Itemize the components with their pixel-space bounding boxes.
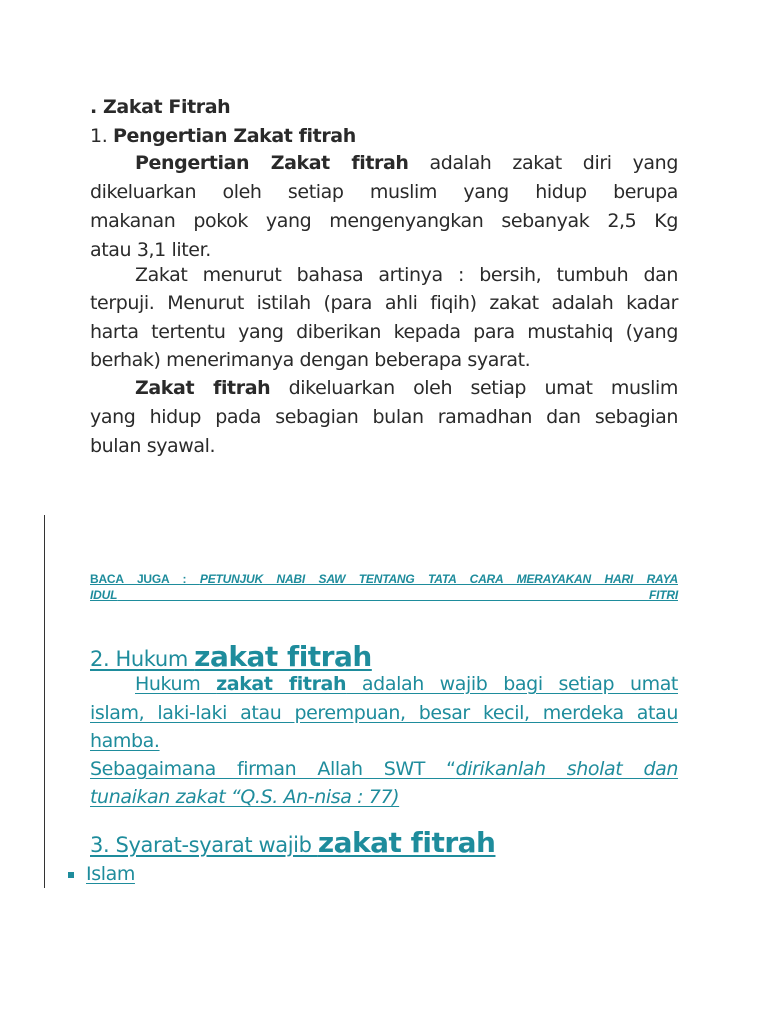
paragraph-line: atau 3,1 liter. (90, 239, 211, 261)
paragraph-line[interactable]: islam, laki-laki atau perempuan, besar kecil, merdeka atau (90, 702, 678, 724)
paragraph-line: Pengertian Zakat fitrah adalah zakat diri yang (135, 152, 678, 174)
list-item[interactable]: Islam (68, 862, 656, 886)
paragraph-line: harta tertentu yang diberikan kepada para mustahiq (yang (90, 321, 678, 343)
paragraph-line: Zakat menurut bahasa artinya : bersih, tumbuh dan (135, 264, 678, 286)
section-title: . Zakat Fitrah (90, 96, 231, 118)
paragraph-line[interactable]: Sebagaimana firman Allah SWT “dirikanlah sholat dan (90, 758, 679, 780)
paragraph-line[interactable]: Hukum zakat fitrah adalah wajib bagi setiap umat (135, 673, 678, 695)
paragraph-line: yang hidup pada sebagian bulan ramadhan dan sebagian (90, 406, 678, 428)
subheading-hukum[interactable]: 2. Hukum zakat fitrah (90, 640, 372, 673)
paragraph-line[interactable]: hamba. (90, 730, 160, 752)
baca-juga-link-cont[interactable]: IDUL FITRI (90, 588, 678, 602)
paragraph-line: makanan pokok yang mengenyangkan sebanyak 2,5 Kg (90, 210, 678, 232)
bullet-icon (68, 872, 74, 878)
paragraph-line[interactable]: tunaikan zakat “Q.S. An-nisa : 77) (90, 786, 400, 808)
paragraph-line: Zakat fitrah dikeluarkan oleh setiap umat muslim (135, 377, 678, 399)
paragraph-line: bulan syawal. (90, 435, 216, 457)
subheading-syarat[interactable]: 3. Syarat-syarat wajib zakat fitrah (90, 826, 496, 859)
subheading-pengertian: 1. Pengertian Zakat fitrah (90, 125, 356, 147)
paragraph-line: terpuji. Menurut istilah (para ahli fiqih) zakat adalah kadar (90, 292, 678, 314)
paragraph-line: dikeluarkan oleh setiap muslim yang hidup berupa (90, 181, 678, 203)
margin-line (44, 515, 45, 888)
baca-juga-link[interactable]: BACA JUGA : PETUNJUK NABI SAW TENTANG TATA CARA MERAYAKAN HARI RAYA (90, 572, 678, 586)
paragraph-line: berhak) menerimanya dengan beberapa syarat. (90, 349, 531, 371)
